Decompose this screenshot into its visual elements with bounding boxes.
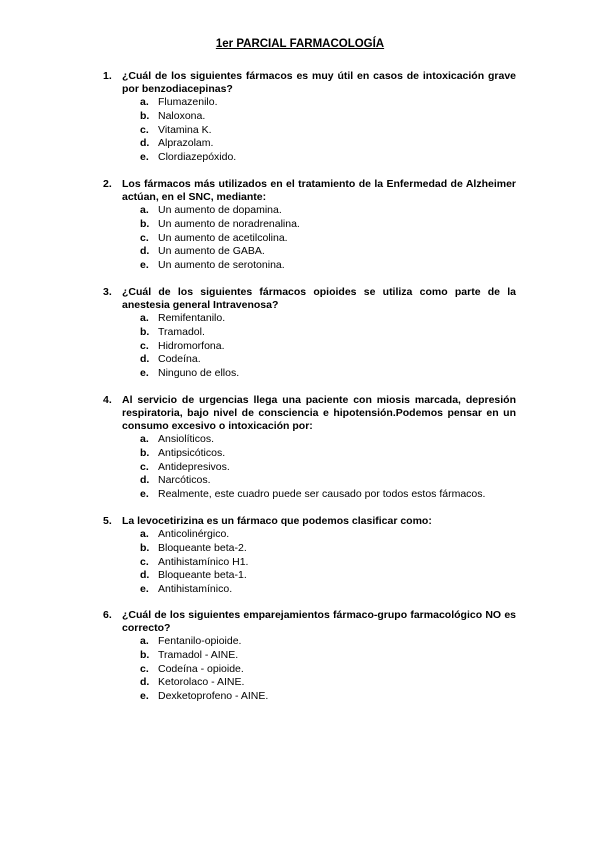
question-2-options bbox=[103, 204, 516, 273]
option-letter: c. bbox=[140, 555, 149, 568]
option-1e bbox=[103, 151, 516, 165]
option-letter: a. bbox=[140, 433, 149, 445]
question-3 bbox=[103, 286, 516, 381]
option-letter: d. bbox=[140, 245, 150, 258]
option-text: Un aumento de acetilcolina. bbox=[158, 231, 288, 244]
option-text: Antihistamínico H1. bbox=[158, 555, 249, 568]
option-text: Tramadol - AINE. bbox=[158, 648, 239, 661]
option-3e bbox=[103, 367, 516, 381]
option-text: Codeína - opioide. bbox=[158, 662, 244, 675]
option-5b bbox=[103, 542, 516, 556]
option-text: Antipsicóticos. bbox=[158, 446, 226, 459]
option-4b bbox=[103, 447, 516, 461]
option-4e bbox=[103, 488, 516, 502]
question-3-options bbox=[103, 312, 516, 381]
option-letter: b. bbox=[140, 325, 150, 338]
option-text: Un aumento de noradrenalina. bbox=[158, 217, 300, 230]
option-letter: e. bbox=[140, 151, 149, 164]
option-1b bbox=[103, 110, 516, 124]
question-6-options bbox=[103, 635, 516, 704]
option-letter: a. bbox=[140, 204, 149, 216]
question-4-options bbox=[103, 433, 516, 502]
option-text: Clordiazepóxido. bbox=[158, 151, 237, 164]
question-6 bbox=[103, 609, 516, 704]
option-text: Fentanilo-opioide. bbox=[158, 635, 242, 647]
option-text: Antidepresivos. bbox=[158, 460, 230, 473]
question-1-number: 1. bbox=[103, 70, 112, 82]
option-letter: a. bbox=[140, 312, 149, 324]
option-4d bbox=[103, 474, 516, 488]
option-5e bbox=[103, 583, 516, 597]
question-4 bbox=[103, 394, 516, 502]
question-1 bbox=[103, 70, 516, 165]
option-text: Antihistamínico. bbox=[158, 583, 233, 596]
option-3c bbox=[103, 340, 516, 354]
option-letter: c. bbox=[140, 460, 149, 473]
question-4-header bbox=[103, 394, 516, 433]
option-text: Remifentanilo. bbox=[158, 312, 226, 324]
option-text: Bloqueante beta-1. bbox=[158, 569, 247, 582]
option-letter: c. bbox=[140, 231, 149, 244]
option-text: Hidromorfona. bbox=[158, 339, 225, 352]
option-2e bbox=[103, 259, 516, 273]
option-letter: d. bbox=[140, 137, 150, 150]
question-5-number: 5. bbox=[103, 515, 112, 527]
option-letter: e. bbox=[140, 690, 149, 703]
question-1-header bbox=[103, 70, 516, 96]
option-letter: b. bbox=[140, 109, 150, 122]
option-letter: d. bbox=[140, 676, 150, 689]
question-4-text: Al servicio de urgencias llega una paciente con miosis marcada, depresión respiratoria, bajo nivel de consciencia e hipotensión.Podemos pensar en un consumo excesivo o intoxicación por: bbox=[122, 394, 516, 432]
page-title: 1er PARCIAL FARMACOLOGÍA bbox=[215, 38, 385, 50]
option-letter: b. bbox=[140, 541, 150, 554]
option-5c bbox=[103, 556, 516, 570]
option-letter: e. bbox=[140, 367, 149, 380]
option-text: Flumazenilo. bbox=[158, 96, 218, 108]
option-letter: a. bbox=[140, 96, 149, 108]
question-2-number: 2. bbox=[103, 178, 112, 190]
option-2b bbox=[103, 218, 516, 232]
question-2-text: Los fármacos más utilizados en el tratamiento de la Enfermedad de Alzheimer actúan, en el SNC, mediante: bbox=[122, 178, 516, 203]
option-4c bbox=[103, 461, 516, 475]
question-5 bbox=[103, 515, 516, 597]
option-text: Un aumento de GABA. bbox=[158, 245, 265, 258]
question-5-text: La levocetirizina es un fármaco que podemos clasificar como: bbox=[122, 515, 432, 527]
option-1d bbox=[103, 137, 516, 151]
option-letter: d. bbox=[140, 569, 150, 582]
option-2c bbox=[103, 232, 516, 246]
question-1-text: ¿Cuál de los siguientes fármacos es muy útil en casos de intoxicación grave por benzodiacepinas? bbox=[122, 70, 516, 95]
option-letter: a. bbox=[140, 635, 149, 647]
option-6c bbox=[103, 663, 516, 677]
question-1-options bbox=[103, 96, 516, 165]
question-2 bbox=[103, 178, 516, 273]
option-letter: b. bbox=[140, 217, 150, 230]
option-text: Bloqueante beta-2. bbox=[158, 541, 247, 554]
option-letter: d. bbox=[140, 353, 150, 366]
option-text: Ninguno de ellos. bbox=[158, 367, 240, 380]
option-text: Un aumento de serotonina. bbox=[158, 259, 285, 272]
option-5a bbox=[103, 528, 516, 542]
option-text: Codeína. bbox=[158, 353, 201, 366]
question-3-number: 3. bbox=[103, 286, 112, 298]
option-letter: d. bbox=[140, 474, 150, 487]
option-5d bbox=[103, 569, 516, 583]
option-6b bbox=[103, 649, 516, 663]
option-3d bbox=[103, 353, 516, 367]
option-2d bbox=[103, 245, 516, 259]
option-text: Un aumento de dopamina. bbox=[158, 204, 282, 216]
question-6-number: 6. bbox=[103, 609, 112, 621]
option-letter: b. bbox=[140, 648, 150, 661]
option-text: Tramadol. bbox=[158, 325, 205, 338]
question-5-options bbox=[103, 528, 516, 597]
option-text: Vitamina K. bbox=[158, 123, 212, 136]
option-letter: b. bbox=[140, 446, 150, 459]
option-1a bbox=[103, 96, 516, 110]
question-2-header bbox=[103, 178, 516, 204]
option-1c bbox=[103, 124, 516, 138]
question-3-header bbox=[103, 286, 516, 312]
option-letter: c. bbox=[140, 662, 149, 675]
option-letter: c. bbox=[140, 123, 149, 136]
question-3-text: ¿Cuál de los siguientes fármacos opioides se utiliza como parte de la anestesia general Intravenosa? bbox=[122, 286, 516, 311]
option-letter: a. bbox=[140, 528, 149, 540]
option-text: Narcóticos. bbox=[158, 474, 211, 487]
option-letter: e. bbox=[140, 259, 149, 272]
question-5-header bbox=[103, 515, 516, 528]
option-6d bbox=[103, 676, 516, 690]
option-text: Ansiolíticos. bbox=[158, 433, 215, 445]
option-text: Anticolinérgico. bbox=[158, 528, 230, 540]
option-6a bbox=[103, 635, 516, 649]
option-6e bbox=[103, 690, 516, 704]
option-letter: c. bbox=[140, 339, 149, 352]
option-text: Naloxona. bbox=[158, 109, 206, 122]
option-text: Alprazolam. bbox=[158, 137, 214, 150]
option-3b bbox=[103, 326, 516, 340]
option-3a bbox=[103, 312, 516, 326]
option-text: Realmente, este cuadro puede ser causado por todos estos fármacos. bbox=[158, 488, 486, 501]
option-letter: e. bbox=[140, 488, 149, 501]
option-4a bbox=[103, 433, 516, 447]
option-text: Dexketoprofeno - AINE. bbox=[158, 690, 269, 703]
option-letter: e. bbox=[140, 583, 149, 596]
option-2a bbox=[103, 204, 516, 218]
question-4-number: 4. bbox=[103, 394, 112, 406]
question-6-text: ¿Cuál de los siguientes emparejamientos fármaco-grupo farmacológico NO es correcto? bbox=[122, 609, 516, 634]
question-6-header bbox=[103, 609, 516, 635]
option-text: Ketorolaco - AINE. bbox=[158, 676, 245, 689]
